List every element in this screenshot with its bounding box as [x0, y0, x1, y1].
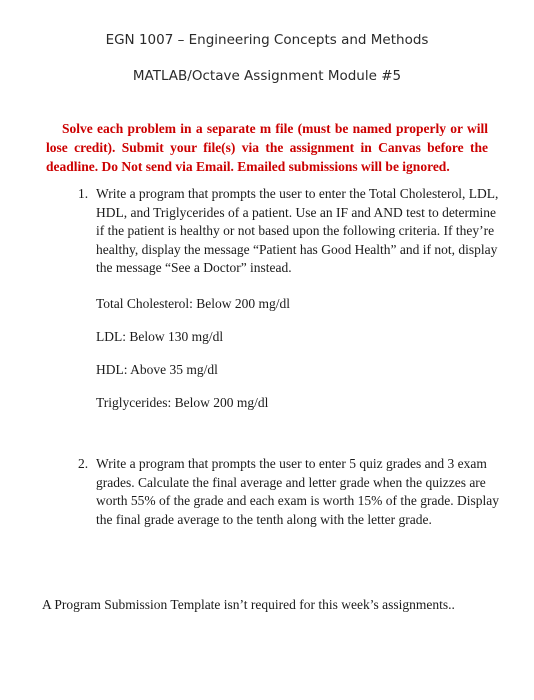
course-title: EGN 1007 – Engineering Concepts and Methods	[105, 32, 429, 48]
problem-1	[78, 185, 503, 278]
problem-number: 2.	[78, 456, 89, 471]
problem-text: Write a program that prompts the user to enter 5 quiz grades and 3 exam grades. Calculate the final average and letter grade when the quizzes are worth 55% of the grade and each exam is worth 15% of the grade. Display the final grade average to the tenth along with the letter grade.	[96, 456, 499, 527]
module-title: MATLAB/Octave Assignment Module #5	[132, 68, 402, 84]
problem-2	[78, 455, 503, 529]
problem-number: 1.	[78, 186, 89, 201]
criterion-total-cholesterol: Total Cholesterol: Below 200 mg/dl	[96, 296, 291, 311]
problem-text: Write a program that prompts the user to enter the Total Cholesterol, LDL, HDL, and Triglycerides of a patient. Use an IF and AND test to determine if the patient is healthy or not based upon the following criteria. If they’re healthy, display the message “Patient has Good Health” and if not, display the message “See a Doctor” instead.	[96, 186, 499, 275]
criterion-hdl: HDL: Above 35 mg/dl	[96, 362, 218, 377]
footer-note: A Program Submission Template isn’t required for this week’s assignments..	[42, 597, 455, 612]
submission-instructions: Solve each problem in a separate m file (must be named properly or will lose credit). Submit your file(s) via the assignment in Canvas before the deadline. Do Not send via Email. Emailed submissions will be ignored.	[46, 121, 488, 174]
criterion-ldl: LDL: Below 130 mg/dl	[96, 329, 224, 344]
criterion-triglycerides: Triglycerides: Below 200 mg/dl	[96, 395, 269, 410]
